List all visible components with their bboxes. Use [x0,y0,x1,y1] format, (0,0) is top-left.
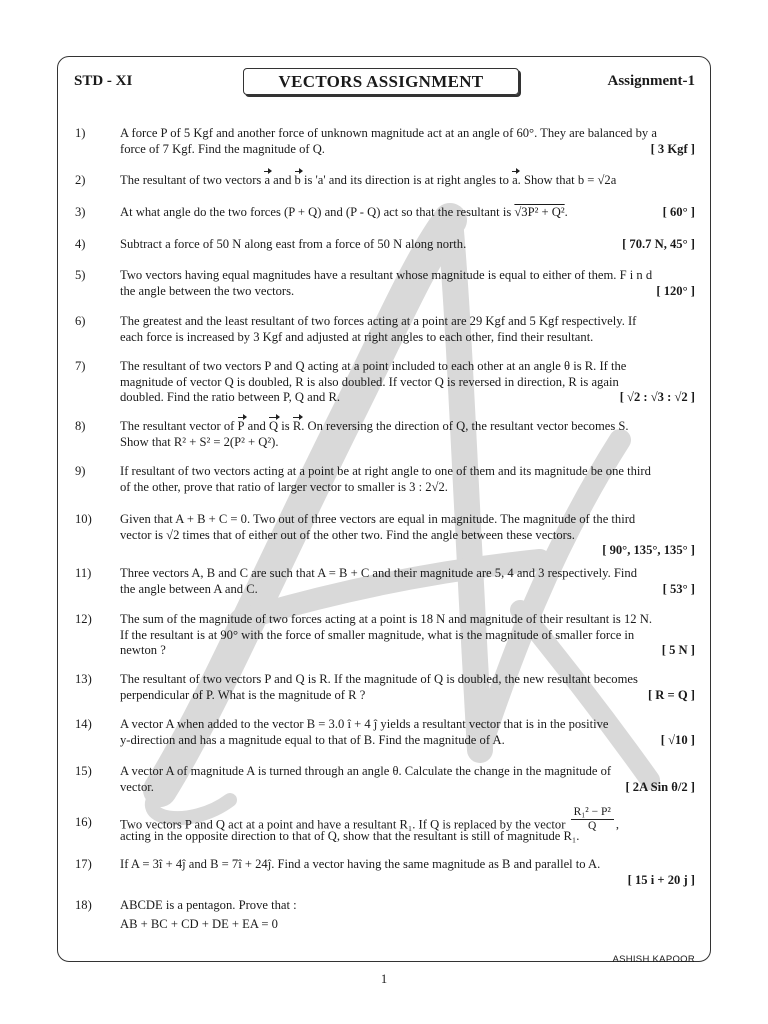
question-text: doubled. Find the ratio between P, Q and R. [120,390,341,404]
question-text: Subtract a force of 50 N along east from a force of 50 N along north. [120,237,467,251]
question-number: 14) [75,717,92,731]
answer: [ 90°, 135°, 135° ] [602,543,695,557]
author-name: ASHISH KAPOOR [612,954,695,965]
vector-equation: A + B + C = 0 [175,512,247,526]
question-text: A vector A when added to the vector B = 3.0 î + 4 ĵ yields a resultant vector that is in the positive [120,717,609,731]
question-number: 18) [75,898,92,912]
answer: [ 53° ] [662,581,695,596]
question-number: 8) [75,419,86,433]
question-number: 6) [75,314,86,328]
question-text: Given that [120,512,176,526]
answer: [ 3 Kgf ] [650,141,695,156]
question-text: A force P of 5 Kgf and another force of unknown magnitude act at an angle of 60°. They are balanced by a [120,126,657,140]
answer: [ 120° ] [656,283,695,298]
answer: [ √2 : √3 : √2 ] [619,390,695,404]
question-text: Two vectors having equal magnitudes have a resultant whose magnitude is equal to either of them. F i n d [120,268,653,282]
question-text: The resultant vector of [120,419,238,433]
page-title: VECTORS ASSIGNMENT [243,68,519,95]
question-number: 10) [75,512,92,526]
vector-a: a [264,173,271,187]
question-text: the angle between the two vectors. [120,283,295,298]
question-text: vector. [120,779,154,794]
question-text: the angle between A and C. [120,581,258,596]
question-number: 1) [75,126,86,140]
question-text: If A = 3î + 4ĵ and B = 7î + 24ĵ. Find a vector having the same magnitude as B and parallel to A. [120,857,601,871]
vector-equation: AB + BC + CD + DE + EA = 0 [120,916,278,931]
question-text: A vector A of magnitude A is turned through an angle θ. Calculate the change in the magnitude of [120,764,612,778]
question-text: The resultant of two vectors [120,173,265,187]
vector-q: Q [269,419,279,433]
question-text: Show that R² + S² = 2(P² + Q²). [120,434,279,449]
question-number: 9) [75,464,86,478]
question-text: The resultant of two vectors P and Q is R. If the magnitude of Q is doubled, the new resultant becomes [120,672,638,686]
question-text: ABCDE is a pentagon. Prove that : [120,898,297,912]
question-number: 5) [75,268,86,282]
question-text: If the resultant is at 90° with the force of smaller magnitude, what is the magnitude of smaller force in [120,627,635,642]
question-text: vector is √2 times that of either out of the other two. Find the angle between these vectors. [120,527,575,542]
question-text: magnitude of vector Q is doubled, R is also doubled. If vector Q is reversed in direction, R is again [120,374,619,389]
answer: [ R = Q ] [647,687,695,702]
question-text: The resultant of two vectors P and Q acting at a point included to each other at an angle θ is R. If the [120,359,627,373]
question-number: 3) [75,205,86,219]
page-number: 1 [380,972,388,986]
std-label: STD - XI [74,73,133,89]
question-text: The sum of the magnitude of two forces acting at a point is 18 N and magnitude of their resultant is 12 N. [120,612,652,626]
question-number: 12) [75,612,92,626]
question-text: Three vectors A, B and C are such that A = B + C and their magnitude are 5, 4 and 3 respectively. Find [120,566,638,580]
vector-r: R [292,419,302,433]
question-number: 15) [75,764,92,778]
question-text: of the other, prove that ratio of larger vector to smaller is 3 : 2√2. [120,479,448,494]
question-text: y-direction and has a magnitude equal to that of B. Find the magnitude of A. [120,732,505,747]
answer: [ 60° ] [662,205,695,219]
answer: [ 5 N ] [661,643,695,657]
question-text: newton ? [120,643,166,657]
question-text: each force is increased by 3 Kgf and adjusted at right angles to each other, find their resultant. [120,329,594,344]
question-text: If resultant of two vectors acting at a point be at right angle to one of them and its magnitude be one third [120,464,651,478]
answer: [ 15 i + 20 j ] [627,872,695,887]
fraction: $\frac{\text{R₁² − P²}}{Q}$ [571,806,614,833]
question-number: 11) [75,566,92,580]
question-number: 17) [75,857,92,871]
root-expression: √3P² + Q² [514,205,565,219]
assignment-label: Assignment-1 [607,73,695,89]
vector-b: b [294,173,301,187]
question-text: At what angle do the two forces (P + Q) and (P - Q) act so that the resultant is [120,205,515,219]
vector-p: P [237,419,245,433]
vector-a: a [512,173,518,187]
answer: [ 2A Sin θ/2 ] [625,779,695,794]
question-number: 16) [75,815,92,829]
question-text: perpendicular of P. What is the magnitude of R ? [120,687,366,702]
question-text: force of 7 Kgf. Find the magnitude of Q. [120,141,325,156]
question-number: 4) [75,237,86,251]
question-number: 13) [75,672,92,686]
answer: [ √10 ] [660,732,695,747]
question-number: 2) [75,173,86,187]
answer: [ 70.7 N, 45° ] [622,237,695,251]
question-text: The greatest and the least resultant of two forces acting at a point are 29 Kgf and 5 Kgf respectively. If [120,314,637,328]
question-text: acting in the opposite direction to that of Q, show that the resultant is still of magnitude R₁. [120,829,580,843]
question-text: Two vectors P and Q act at a point and have a resultant R₁. If Q is replaced by the vector [120,817,566,832]
question-number: 7) [75,359,86,373]
